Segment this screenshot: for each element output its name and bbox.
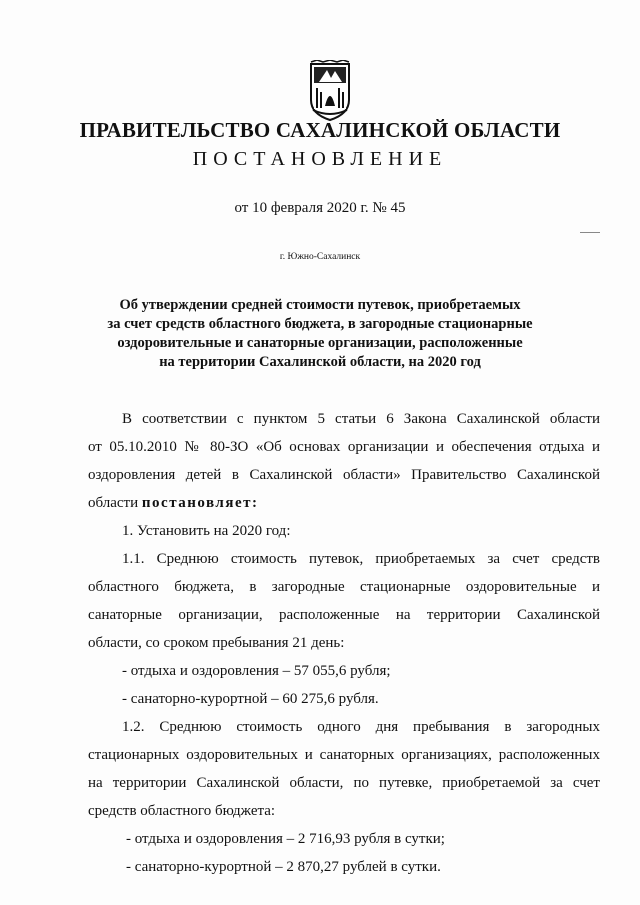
- item-1-2-line: средств областного бюджета:: [88, 803, 276, 819]
- heading-line: Об утверждении средней стоимости путевок, приобретаемых: [119, 297, 521, 313]
- margin-mark: [580, 232, 600, 233]
- preamble-last-line: [88, 495, 258, 512]
- preamble-last-prefix: области: [88, 495, 142, 511]
- item-1-2-line: 1.2. Среднюю стоимость одного дня пребывания в загородных: [122, 719, 600, 735]
- government-title: ПРАВИТЕЛЬСТВО САХАЛИНСКОЙ ОБЛАСТИ: [79, 118, 561, 142]
- item-1-2-line: на территории Сахалинской области, по путевке, приобретаемой за счет: [88, 775, 600, 791]
- sanatorium-price-21-days: - санаторно-курортной – 60 275,6 рубля.: [122, 691, 379, 707]
- sanatorium-price-per-day: - санаторно-курортной – 2 870,27 рублей в сутки.: [126, 859, 441, 875]
- heading-line: оздоровительные и санаторные организации, расположенные: [117, 335, 523, 351]
- resolves-word: постановляет:: [141, 495, 259, 511]
- item-1-1-line: области, со сроком пребывания 21 день:: [88, 635, 345, 651]
- item-1-1-line: областного бюджета, в загородные стационарные оздоровительные и: [88, 579, 600, 595]
- item-1-2-line: стационарных оздоровительных и санаторных организациях, расположенных: [88, 747, 600, 763]
- item-1: 1. Установить на 2020 год:: [122, 523, 291, 539]
- date-and-number: от 10 февраля 2020 г. № 45: [234, 200, 406, 216]
- preamble-line: В соответствии с пунктом 5 статьи 6 Закона Сахалинской области: [122, 411, 600, 427]
- city-label: г. Южно-Сахалинск: [279, 252, 361, 262]
- rest-price-21-days: - отдыха и оздоровления – 57 055,6 рубля;: [122, 663, 391, 679]
- heading-line: за счет средств областного бюджета, в загородные стационарные: [107, 316, 533, 332]
- rest-price-per-day: - отдыха и оздоровления – 2 716,93 рубля в сутки;: [126, 831, 445, 847]
- coat-of-arms-icon: [305, 60, 355, 122]
- document-heading: [95, 296, 545, 372]
- document-type: ПОСТАНОВЛЕНИЕ: [192, 148, 448, 170]
- heading-line: на территории Сахалинской области, на 2020 год: [159, 354, 481, 370]
- item-1-1-line: 1.1. Среднюю стоимость путевок, приобретаемых за счет средств: [122, 551, 600, 567]
- preamble-line: оздоровления детей в Сахалинской области» Правительство Сахалинской: [88, 467, 600, 483]
- preamble-line: от 05.10.2010 № 80-ЗО «Об основах организации и обеспечения отдыха и: [88, 439, 600, 455]
- item-1-1-line: санаторные организации, расположенные на территории Сахалинской: [88, 607, 600, 623]
